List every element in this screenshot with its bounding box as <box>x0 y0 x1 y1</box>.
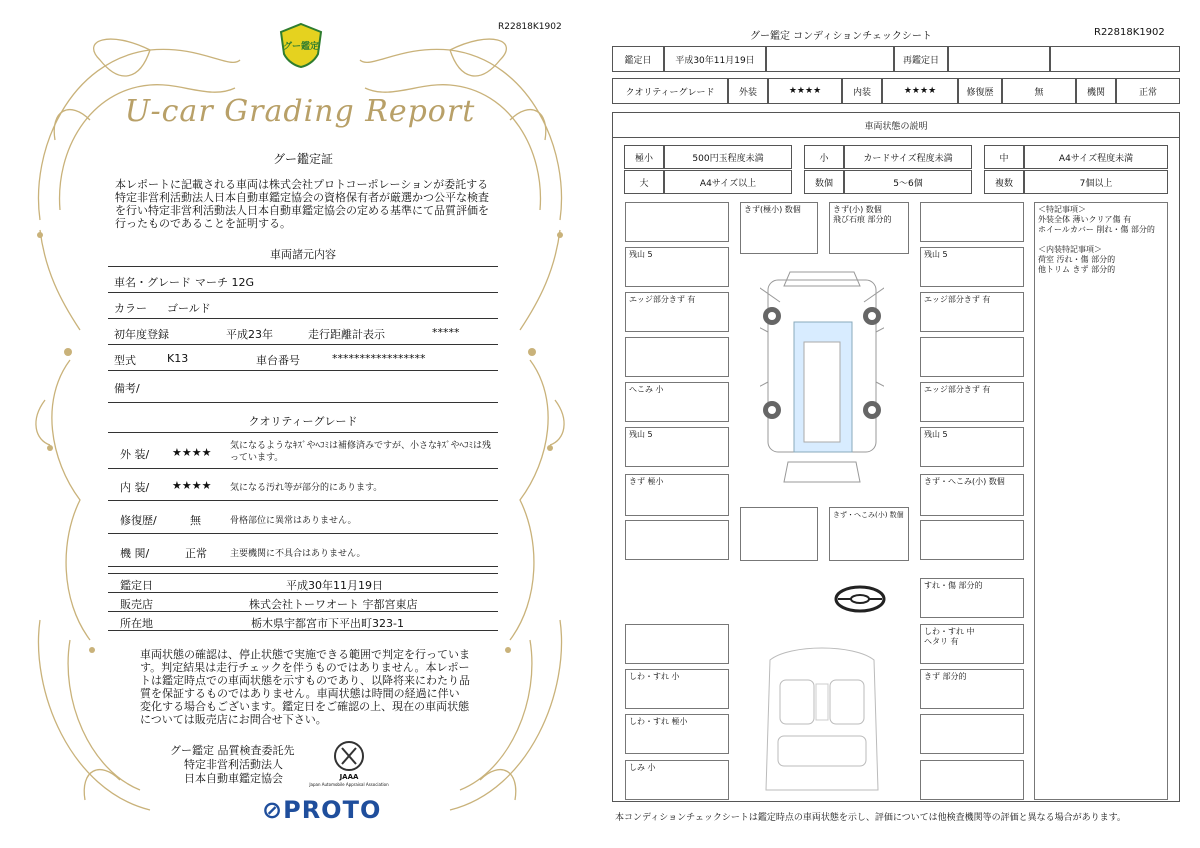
size-desc: 7個以上 <box>1024 170 1168 194</box>
divider <box>108 500 498 501</box>
dealer-address: 栃木県宇都宮市下平出町323-1 <box>251 617 404 630</box>
damage-box <box>625 337 729 377</box>
divider <box>108 402 498 403</box>
inspector-line: グー鑑定 品質検査委託先 <box>170 744 295 757</box>
grade-label: 機 関/ <box>120 547 150 560</box>
steering-wheel-icon <box>834 584 886 614</box>
damage-box <box>920 337 1024 377</box>
reference-number: R22818K1902 <box>498 22 562 32</box>
interior-grade-cell: ★★★★ <box>882 78 958 104</box>
damage-box: きず(小) 数個 飛び石痕 部分的 <box>829 202 909 254</box>
vin-label: 車台番号 <box>256 354 300 367</box>
inspector-line: 日本自動車鑑定協会 <box>184 772 283 785</box>
damage-box: きず 極小 <box>625 474 729 516</box>
divider <box>108 611 498 612</box>
divider <box>108 630 498 631</box>
divider <box>108 566 498 567</box>
badge-text: グー鑑定 <box>282 42 319 52</box>
divider <box>108 318 498 319</box>
exterior-label-cell: 外装 <box>728 78 768 104</box>
divider <box>108 468 498 469</box>
sheet-title: グー鑑定 コンディションチェックシート <box>750 31 932 42</box>
model-label: 型式 <box>114 354 136 367</box>
grade-label: 内 装/ <box>120 481 150 494</box>
size-label: 極小 <box>624 145 664 169</box>
notice-text: 車両状態の確認は、停止状態で実施できる範囲で判定を行っています。判定結果は走行チェックを伴うものではありません。本レポートは鑑定時点での車両状態を示すものであり、以降将来にわたり品質を保証するものではありません。車両状態は時間の経過に伴い変化する場合もございます。鑑定日をご確認の上、現在の車両状態については販売店にお問合せ下さい。 <box>140 648 470 726</box>
jaaa-subtext: Japan Automobile Appraisal Association <box>309 782 389 787</box>
damage-box <box>920 714 1024 754</box>
inspector-line: 特定非営利活動法人 <box>184 758 283 771</box>
damage-box: しみ 小 <box>625 760 729 800</box>
reference-number: R22818K1902 <box>1094 27 1165 38</box>
jaaa-emblem-icon <box>312 738 386 774</box>
damage-box: きず(極小) 数個 <box>740 202 818 254</box>
divider <box>108 292 498 293</box>
inspection-date-label: 鑑定日 <box>120 579 153 592</box>
intro-text: 本レポートに記載される車両は株式会社プロトコーポレーションが委託する特定非営利活動法人日本自動車鑑定協会の資格保有者が厳選かつ公平な検査を行い特定非営利活動法人日本自動車鑑定協会の定める基準にて品質評価を行ったものであることを証明する。 <box>115 178 489 230</box>
size-desc: 5～6個 <box>844 170 972 194</box>
grade-value: 正常 <box>185 547 207 560</box>
damage-box: 残山 5 <box>920 247 1024 287</box>
dealer-name: 株式会社トーワオート 宇都宮東店 <box>249 598 418 611</box>
damage-box <box>920 760 1024 800</box>
size-desc: 500円玉程度未満 <box>664 145 792 169</box>
certificate-heading: グー鑑定証 <box>272 152 333 166</box>
footer-note: 本コンディションチェックシートは鑑定時点の車両状態を示し、評価については他検査機関等の評価と異なる場合があります。 <box>615 813 1126 823</box>
remarks-label: 備考/ <box>114 382 140 395</box>
divider <box>108 533 498 534</box>
size-desc: カードサイズ程度未満 <box>844 145 972 169</box>
condition-check-sheet <box>600 0 1200 848</box>
mileage-label: 走行距離計表示 <box>308 328 385 341</box>
car-name-label: 車名・グレード <box>114 276 191 289</box>
size-desc: A4サイズ程度未満 <box>1024 145 1168 169</box>
damage-box: しわ・すれ 中 ヘタリ 有 <box>920 624 1024 664</box>
empty-cell <box>1050 46 1180 72</box>
first-registration: 平成23年 <box>226 328 273 341</box>
divider <box>108 370 498 371</box>
size-label: 小 <box>804 145 844 169</box>
goo-kantei-badge <box>278 22 324 68</box>
repair-value-cell: 無 <box>1002 78 1076 104</box>
damage-box: 残山 5 <box>920 427 1024 467</box>
grade-heading: クオリティーグレード <box>248 415 358 428</box>
divider <box>108 266 498 267</box>
size-label: 中 <box>984 145 1024 169</box>
state-heading: 車両状態の説明 <box>612 112 1180 138</box>
repair-label-cell: 修復歴 <box>958 78 1002 104</box>
damage-box: エッジ部分きず 有 <box>625 292 729 332</box>
damage-box <box>625 202 729 242</box>
date-label-cell: 鑑定日 <box>612 46 664 72</box>
car-exterior-diagram <box>760 262 884 496</box>
size-label: 複数 <box>984 170 1024 194</box>
divider <box>108 432 498 433</box>
jaaa-logo <box>309 738 389 792</box>
grade-value: 無 <box>190 514 201 527</box>
reinspect-date-cell <box>948 46 1050 72</box>
damage-box: 残山 5 <box>625 247 729 287</box>
damage-box <box>625 624 729 664</box>
grade-note: 骨格部位に異常はありません。 <box>230 516 357 526</box>
damage-box <box>920 520 1024 560</box>
divider <box>108 573 498 574</box>
vin-value: ***************** <box>332 352 426 365</box>
proto-logo <box>262 796 381 824</box>
damage-box: しわ・すれ 小 <box>625 669 729 709</box>
damage-box: しわ・すれ 極小 <box>625 714 729 754</box>
address-label: 所在地 <box>120 617 153 630</box>
grade-note: 気になる汚れ等が部分的にあります。 <box>230 483 383 493</box>
spec-heading: 車両諸元内容 <box>270 248 336 261</box>
engine-value-cell: 正常 <box>1116 78 1180 104</box>
damage-box <box>625 520 729 560</box>
reinspect-label-cell: 再鑑定日 <box>894 46 948 72</box>
proto-mark-icon: ⊘ <box>262 796 284 824</box>
grade-note: 主要機関に不具合はありません。 <box>230 549 366 559</box>
model-value: K13 <box>167 352 189 365</box>
damage-box: 残山 5 <box>625 427 729 467</box>
empty-cell <box>766 46 894 72</box>
jaaa-text: JAAA <box>339 773 359 781</box>
special-notes-box: ＜特記事項＞ 外装全体 薄いクリア傷 有 ホイールカバー 削れ・傷 部分的 ＜内装特記事項＞ 荷室 汚れ・傷 部分的 他トリム きず 部分的 <box>1034 202 1168 800</box>
damage-box: きず 部分的 <box>920 669 1024 709</box>
car-name: マーチ 12G <box>195 276 255 289</box>
damage-box: エッジ部分きず 有 <box>920 382 1024 422</box>
inspection-date: 平成30年11月19日 <box>286 579 383 592</box>
size-desc: A4サイズ以上 <box>664 170 792 194</box>
grade-stars: ★★★★ <box>172 479 212 492</box>
first-registration-label: 初年度登録 <box>114 328 169 341</box>
damage-box: エッジ部分きず 有 <box>920 292 1024 332</box>
proto-text: PROTO <box>283 796 382 824</box>
damage-box: きず・へこみ(小) 数個 <box>920 474 1024 516</box>
grade-label-cell: クオリティーグレード <box>612 78 728 104</box>
damage-box <box>920 202 1024 242</box>
script-title: U-car Grading Report <box>124 94 476 129</box>
engine-label-cell: 機関 <box>1076 78 1116 104</box>
size-label: 数個 <box>804 170 844 194</box>
color-value: ゴールド <box>167 302 211 315</box>
exterior-grade-cell: ★★★★ <box>768 78 842 104</box>
grade-note: 気になるようなｷｽﾞやﾍｺﾐは補修済みですが、小さなｷｽﾞやﾍｺﾐは残っています。 <box>230 441 492 463</box>
divider <box>108 344 498 345</box>
interior-label-cell: 内装 <box>842 78 882 104</box>
grade-label: 外 装/ <box>120 448 150 461</box>
damage-box <box>740 507 818 561</box>
divider <box>108 592 498 593</box>
damage-box: きず・へこみ(小) 数個 <box>829 507 909 561</box>
grade-stars: ★★★★ <box>172 446 212 459</box>
mileage-value: ***** <box>432 326 460 339</box>
size-label: 大 <box>624 170 664 194</box>
date-cell: 平成30年11月19日 <box>664 46 766 72</box>
grade-label: 修復歴/ <box>120 514 157 527</box>
color-label: カラー <box>114 302 147 315</box>
damage-box: すれ・傷 部分的 <box>920 578 1024 618</box>
dealer-label: 販売店 <box>120 598 153 611</box>
car-interior-diagram <box>760 640 884 800</box>
damage-box: へこみ 小 <box>625 382 729 422</box>
